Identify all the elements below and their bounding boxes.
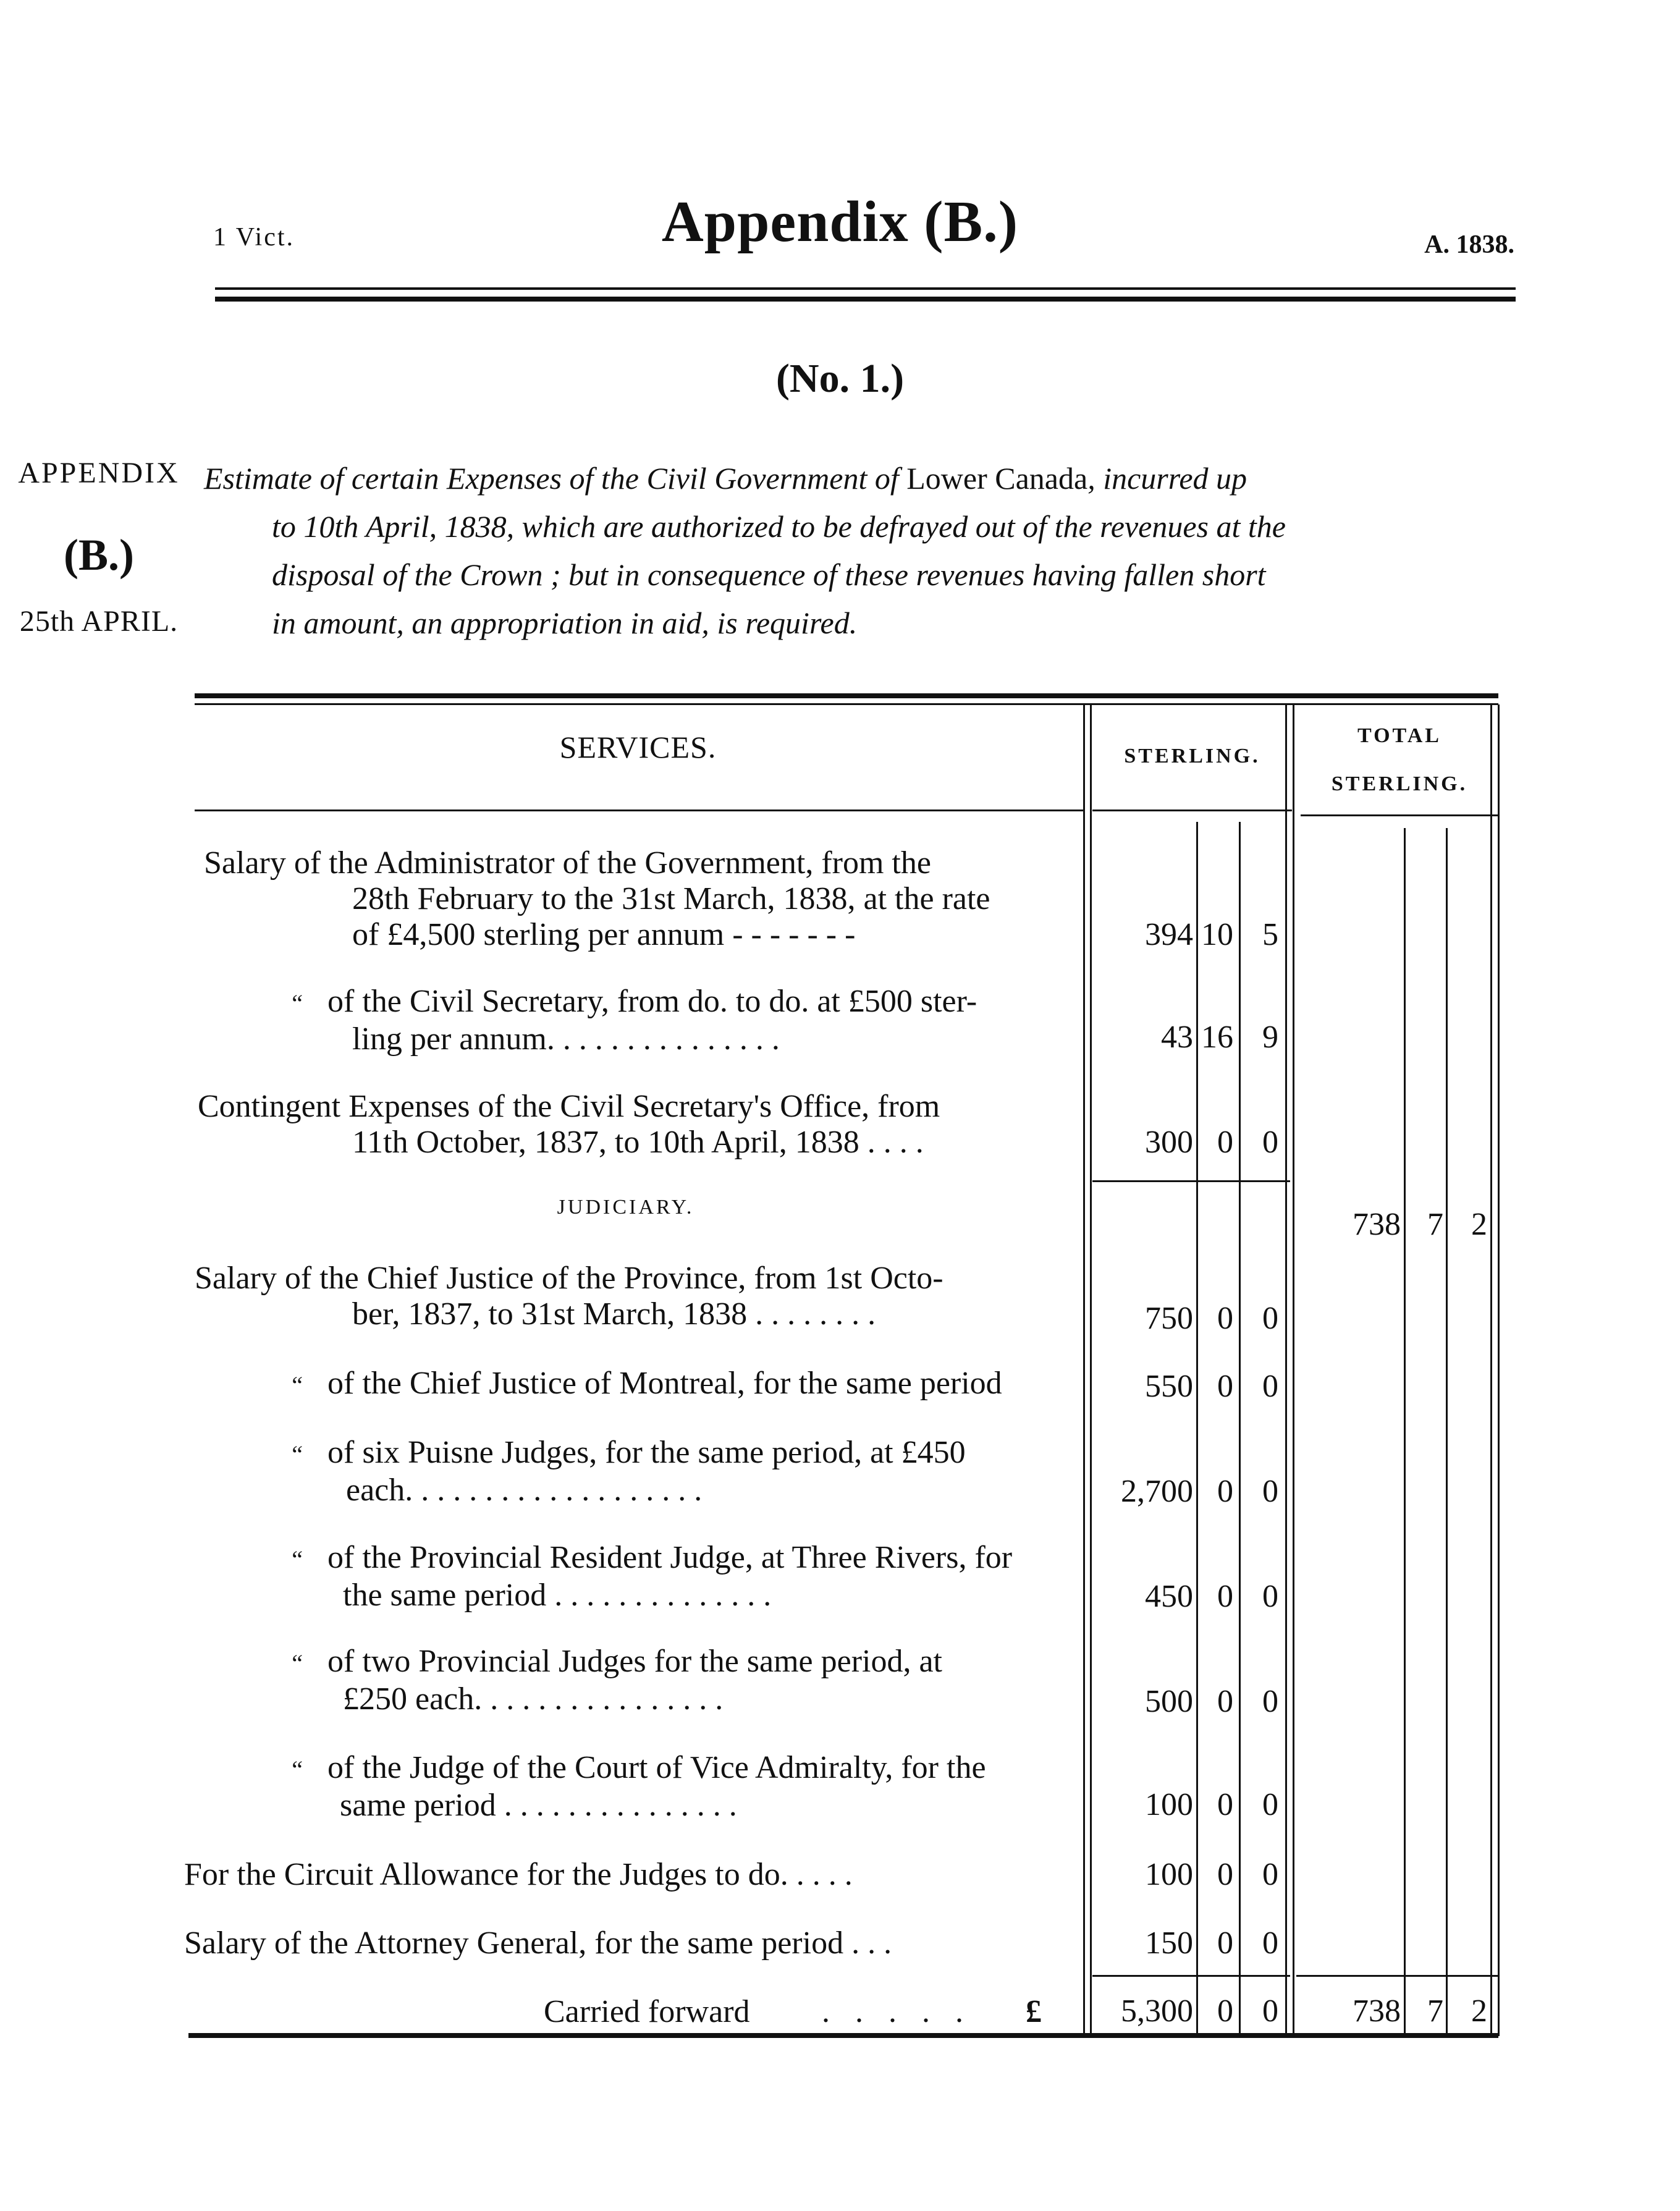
- shillings-cell: 0: [1217, 1684, 1233, 1719]
- carried-total-pence: 2: [1471, 1993, 1487, 2029]
- carried-forward-rule: [1092, 1975, 1290, 1977]
- intro-place: Lower Canada: [906, 461, 1088, 496]
- header-session: 1 Vict.: [213, 223, 295, 252]
- row-text: [179, 1540, 1072, 1578]
- table-row: [179, 1857, 1072, 1893]
- carried-forward-rule: [1296, 1975, 1498, 1977]
- intro-line: in amount, an appropriation in aid, is required.: [272, 606, 858, 640]
- row-text: ber, 1837, to 31st March, 1838 . . . . . . . .: [352, 1296, 876, 1332]
- table-row: [179, 1366, 1072, 1403]
- col-divider: [1498, 704, 1500, 2036]
- header-underline-sterling: [1092, 810, 1292, 811]
- table-row: [179, 1261, 1072, 1332]
- carried-total-shillings: 7: [1427, 1993, 1443, 2029]
- pence-cell: 0: [1262, 1857, 1278, 1892]
- col-divider: [1293, 704, 1294, 2036]
- shillings-cell: 0: [1217, 1301, 1233, 1336]
- pence-cell: 9: [1262, 1020, 1278, 1055]
- intro-line: disposal of the Crown ; but in consequence of these revenues having fallen short: [272, 557, 1266, 592]
- shillings-cell: 0: [1217, 1579, 1233, 1614]
- row-text: of the Chief Justice of Montreal, for the same period: [327, 1366, 1002, 1401]
- row-text: of six Puisne Judges, for the same period, at £450: [327, 1435, 966, 1470]
- row-text: [179, 1644, 1072, 1681]
- col-divider: [1196, 822, 1198, 2036]
- col-divider: [1285, 704, 1287, 2036]
- intro-line: to 10th April, 1838, which are authorized to be defrayed out of the revenues at the: [272, 509, 1286, 544]
- table-row: [179, 1750, 1072, 1824]
- services-header: SERVICES.: [559, 730, 717, 764]
- row-text: of the Provincial Resident Judge, at Three Rivers, for: [327, 1540, 1013, 1575]
- pounds-cell: 300: [1145, 1125, 1193, 1160]
- total-header-line1: TOTAL: [1357, 724, 1442, 747]
- col-divider: [1446, 828, 1448, 2036]
- pence-cell: 0: [1262, 1684, 1278, 1719]
- row-text: of two Provincial Judges for the same period, at: [327, 1644, 942, 1679]
- row-text: the same period . . . . . . . . . . . . . .: [343, 1578, 772, 1613]
- table-row: [179, 1926, 1072, 1961]
- pence-cell: 0: [1262, 1125, 1278, 1160]
- subtotal-rule: [1092, 1180, 1290, 1182]
- intro-text: , incurred up: [1087, 461, 1247, 496]
- pence-cell: 0: [1262, 1579, 1278, 1614]
- pounds-cell: 2,700: [1121, 1474, 1193, 1509]
- header-rule-thin: [215, 287, 1516, 290]
- pound-symbol: £: [1026, 1994, 1042, 2029]
- carried-total-pounds: 738: [1353, 1993, 1401, 2029]
- pounds-cell: 100: [1145, 1787, 1193, 1822]
- row-text: each. . . . . . . . . . . . . . . . . . .: [346, 1473, 703, 1508]
- table-row: [179, 1644, 1072, 1717]
- table-row: [179, 1089, 1072, 1160]
- row-text: of £4,500 sterling per annum - - - - - - -: [352, 917, 856, 952]
- row-text: ling per annum. . . . . . . . . . . . . . .: [352, 1021, 780, 1057]
- total-header-line2: STERLING.: [1331, 772, 1468, 795]
- col-divider: [1404, 828, 1406, 2036]
- table-row: [179, 845, 1072, 953]
- side-note-appendix: APPENDIX: [18, 457, 180, 489]
- table-row: [179, 1540, 1072, 1613]
- table-row: [179, 1435, 1072, 1508]
- side-note-date: 25th APRIL.: [19, 605, 179, 638]
- pence-cell: 0: [1262, 1926, 1278, 1961]
- total-pence-cell: 2: [1471, 1207, 1487, 1242]
- row-text: For the Circuit Allowance for the Judges to do. . . . .: [184, 1857, 853, 1892]
- document-number: (No. 1.): [775, 356, 905, 401]
- col-divider: [1490, 704, 1492, 2036]
- row-text: [179, 984, 1072, 1021]
- carried-forward-label: Carried forward: [544, 1994, 750, 2029]
- row-text: £250 each. . . . . . . . . . . . . . . .: [343, 1681, 724, 1717]
- total-shillings-cell: 7: [1427, 1207, 1443, 1242]
- pounds-cell: 450: [1145, 1579, 1193, 1614]
- table-top-rule: [195, 693, 1498, 698]
- pounds-cell: 394: [1145, 917, 1193, 952]
- pounds-cell: 550: [1145, 1369, 1193, 1404]
- row-text: of the Judge of the Court of Vice Admiralty, for the: [327, 1750, 986, 1785]
- page-title: Appendix (B.): [661, 190, 1019, 254]
- header-underline-total: [1301, 814, 1498, 816]
- row-text: Salary of the Chief Justice of the Province, from 1st Octo-: [195, 1261, 943, 1296]
- ditto-mark: “: [292, 1371, 303, 1399]
- row-text: [179, 1366, 1072, 1403]
- row-text: same period . . . . . . . . . . . . . . .: [340, 1788, 737, 1823]
- shillings-cell: 0: [1217, 1857, 1233, 1892]
- ditto-mark: “: [292, 1649, 303, 1677]
- carried-pence: 0: [1262, 1993, 1278, 2029]
- carried-forward-leader: . . . . .: [822, 1994, 972, 2029]
- header-underline: [195, 810, 1084, 811]
- shillings-cell: 0: [1217, 1369, 1233, 1404]
- sterling-header: STERLING.: [1124, 745, 1260, 767]
- header-year: A. 1838.: [1424, 230, 1514, 259]
- pounds-cell: 43: [1161, 1020, 1193, 1055]
- pounds-cell: 750: [1145, 1301, 1193, 1336]
- row-text: Salary of the Administrator of the Government, from the: [204, 845, 931, 881]
- table-bottom-rule: [188, 2033, 1498, 2038]
- intro-paragraph: [204, 454, 1514, 647]
- shillings-cell: 16: [1201, 1020, 1233, 1055]
- carried-pounds: 5,300: [1121, 1993, 1193, 2029]
- intro-line: [204, 454, 1514, 502]
- ditto-mark: “: [292, 989, 303, 1017]
- row-text: 11th October, 1837, to 10th April, 1838 . . . .: [352, 1125, 924, 1160]
- row-text: Contingent Expenses of the Civil Secretary's Office, from: [198, 1089, 940, 1124]
- shillings-cell: 0: [1217, 1474, 1233, 1509]
- shillings-cell: 0: [1217, 1926, 1233, 1961]
- row-text: Salary of the Attorney General, for the same period . . .: [184, 1926, 892, 1961]
- section-heading-judiciary: JUDICIARY.: [557, 1196, 694, 1219]
- pence-cell: 0: [1262, 1369, 1278, 1404]
- row-text: [179, 1435, 1072, 1473]
- ditto-mark: “: [292, 1756, 303, 1783]
- row-text: [179, 1750, 1072, 1788]
- pounds-cell: 100: [1145, 1857, 1193, 1892]
- pence-cell: 5: [1262, 917, 1278, 952]
- shillings-cell: 10: [1201, 917, 1233, 952]
- ditto-mark: “: [292, 1545, 303, 1573]
- ditto-mark: “: [292, 1440, 303, 1468]
- shillings-cell: 0: [1217, 1125, 1233, 1160]
- side-note-letter: (B.): [64, 530, 134, 580]
- pence-cell: 0: [1262, 1787, 1278, 1822]
- pounds-cell: 150: [1145, 1926, 1193, 1961]
- pence-cell: 0: [1262, 1474, 1278, 1509]
- intro-text: Estimate of certain Expenses of the Civil Government of: [204, 461, 907, 496]
- pence-cell: 0: [1262, 1301, 1278, 1336]
- row-text: of the Civil Secretary, from do. to do. at £500 ster-: [327, 984, 977, 1019]
- table-row: [179, 984, 1072, 1057]
- shillings-cell: 0: [1217, 1787, 1233, 1822]
- total-pounds-cell: 738: [1353, 1207, 1401, 1242]
- carried-shillings: 0: [1217, 1993, 1233, 2029]
- col-divider: [1239, 822, 1241, 2036]
- header-rule-thick: [215, 297, 1516, 302]
- table-top-rule-thin: [195, 703, 1498, 705]
- pounds-cell: 500: [1145, 1684, 1193, 1719]
- row-text: 28th February to the 31st March, 1838, at the rate: [352, 881, 990, 916]
